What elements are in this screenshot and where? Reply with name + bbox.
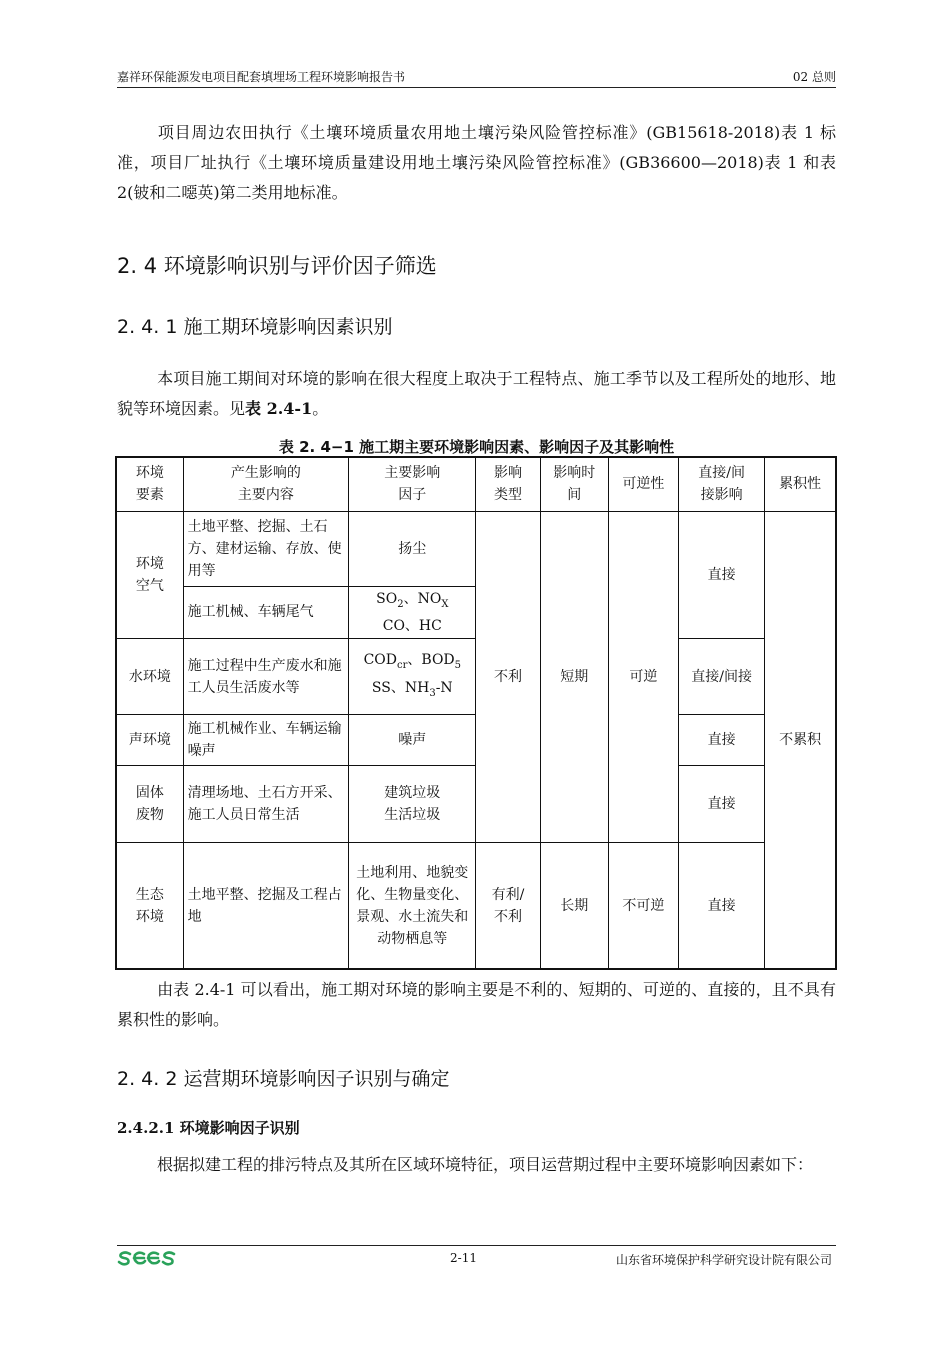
paragraph-standards-text: 项目周边农田执行《土壤环境质量农用地土壤污染风险管控标准》(GB15618-2018)表 1 标准，项目厂址执行《土壤环境质量建设用地土壤污染风险管控标准》(GB36600—2018)表 1 和表 2(铍和二噁英)第二类用地标准。 [117, 123, 836, 202]
running-header-chapter: 02 总则 [792, 70, 836, 84]
cell-eco-factor: 土地利用、地貌变化、生物量变化、景观、水土流失和动物栖息等 [349, 843, 476, 969]
cell-air-content-2: 施工机械、车辆尾气 [183, 586, 348, 639]
cell-water-factor [349, 639, 476, 715]
cell-eco-type: 有利/ 不利 [476, 843, 540, 969]
footer-organization: 山东省环境保护科学研究设计院有限公司 [615, 1253, 832, 1267]
row-label-air: 环境 空气 [116, 511, 183, 639]
row-label-noise: 声环境 [116, 715, 183, 766]
paragraph-conclusion [117, 975, 836, 1035]
factor-cod: COD [363, 652, 397, 668]
col-header-time: 影响时 间 [540, 457, 608, 511]
running-header-title: 嘉祥环保能源发电项目配套填埋场工程环境影响报告书 [117, 70, 406, 84]
table-caption: 表 2. 4−1 施工期主要环境影响因素、影响因子及其影响性 [278, 438, 675, 456]
table-reference: 表 2.4-1 [245, 399, 313, 418]
cell-solid-content: 清理场地、土石方开采、施工人员日常生活 [183, 766, 348, 843]
col-header-direct: 直接/间 接影响 [679, 457, 765, 511]
table-row-air-1 [116, 511, 836, 586]
factor-nh-sub: 3 [429, 687, 436, 699]
row-label-solid: 固体 废物 [116, 766, 183, 843]
paragraph-operation [117, 1150, 836, 1180]
page-number: 2-11 [450, 1251, 477, 1265]
cell-solid-factor: 建筑垃圾 生活垃圾 [349, 766, 476, 843]
cell-noise-direct: 直接 [679, 715, 765, 766]
factor-ss-nh: SS、NH [371, 679, 430, 696]
paragraph-construction [117, 364, 836, 424]
section-heading-2-4-2-1: 2.4.2.1 环境影响因子识别 [117, 1119, 300, 1137]
cell-solid-direct: 直接 [679, 766, 765, 843]
col-header-element: 环境 要素 [116, 457, 183, 511]
cell-air-factor-2 [349, 586, 476, 639]
table-row-eco [116, 843, 836, 969]
impact-table [115, 456, 837, 970]
cell-shared-cumulative: 不累积 [765, 511, 836, 969]
institute-logo-icon [117, 1249, 179, 1267]
table-header-row [116, 457, 836, 511]
col-header-content: 产生影响的 主要内容 [183, 457, 348, 511]
factor-cod-sub: cr [397, 659, 408, 671]
paragraph-construction-text: 本项目施工期间对环境的影响在很大程度上取决于工程特点、施工季节以及工程所处的地形、地貌等环境因素。见 [117, 369, 836, 418]
header-rule [117, 87, 836, 88]
col-header-reversibility: 可逆性 [608, 457, 678, 511]
section-heading-2-4-1: 2. 4. 1 施工期环境影响因素识别 [117, 316, 393, 338]
cell-air-factor-1: 扬尘 [349, 511, 476, 586]
paragraph-standards [117, 118, 836, 208]
cell-noise-content: 施工机械作业、车辆运输噪声 [183, 715, 348, 766]
cell-eco-reversibility: 不可逆 [608, 843, 678, 969]
cell-eco-direct: 直接 [679, 843, 765, 969]
cell-noise-factor: 噪声 [349, 715, 476, 766]
cell-air-direct: 直接 [679, 511, 765, 639]
cell-eco-time: 长期 [540, 843, 608, 969]
paragraph-construction-end: 。 [312, 399, 329, 418]
footer-rule [117, 1245, 836, 1246]
factor-bod: 、BOD [407, 652, 455, 668]
cell-air-content-1: 土地平整、挖掘、土石方、建材运输、存放、使用等 [183, 511, 348, 586]
factor-so-sub: 2 [397, 598, 404, 610]
col-header-factor: 主要影响 因子 [349, 457, 476, 511]
factor-n: -N [435, 679, 453, 696]
factor-no-sub: X [441, 598, 449, 610]
paragraph-conclusion-text: 由表 2.4-1 可以看出，施工期对环境的影响主要是不利的、短期的、可逆的、直接的，且不具有累积性的影响。 [117, 980, 836, 1029]
factor-bod-sub: 5 [454, 659, 462, 671]
paragraph-operation-text: 根据拟建工程的排污特点及其所在区域环境特征，项目运营期过程中主要环境影响因素如下： [157, 1155, 814, 1174]
cell-shared-time: 短期 [540, 511, 608, 843]
section-heading-2-4-2: 2. 4. 2 运营期环境影响因子识别与确定 [117, 1068, 450, 1090]
factor-no: 、NO [403, 590, 442, 607]
cell-shared-reversibility: 可逆 [608, 511, 678, 843]
cell-water-content: 施工过程中生产废水和施工人员生活废水等 [183, 639, 348, 715]
row-label-eco: 生态 环境 [116, 843, 183, 969]
factor-so: SO [376, 590, 398, 607]
cell-eco-content: 土地平整、挖掘及工程占地 [183, 843, 348, 969]
col-header-cumulative: 累积性 [765, 457, 836, 511]
col-header-type: 影响 类型 [476, 457, 540, 511]
section-heading-2-4: 2. 4 环境影响识别与评价因子筛选 [117, 254, 437, 278]
cell-shared-type: 不利 [476, 511, 540, 843]
cell-water-direct: 直接/间接 [679, 639, 765, 715]
row-label-water: 水环境 [116, 639, 183, 715]
factor-co-hc: CO、HC [382, 618, 442, 635]
